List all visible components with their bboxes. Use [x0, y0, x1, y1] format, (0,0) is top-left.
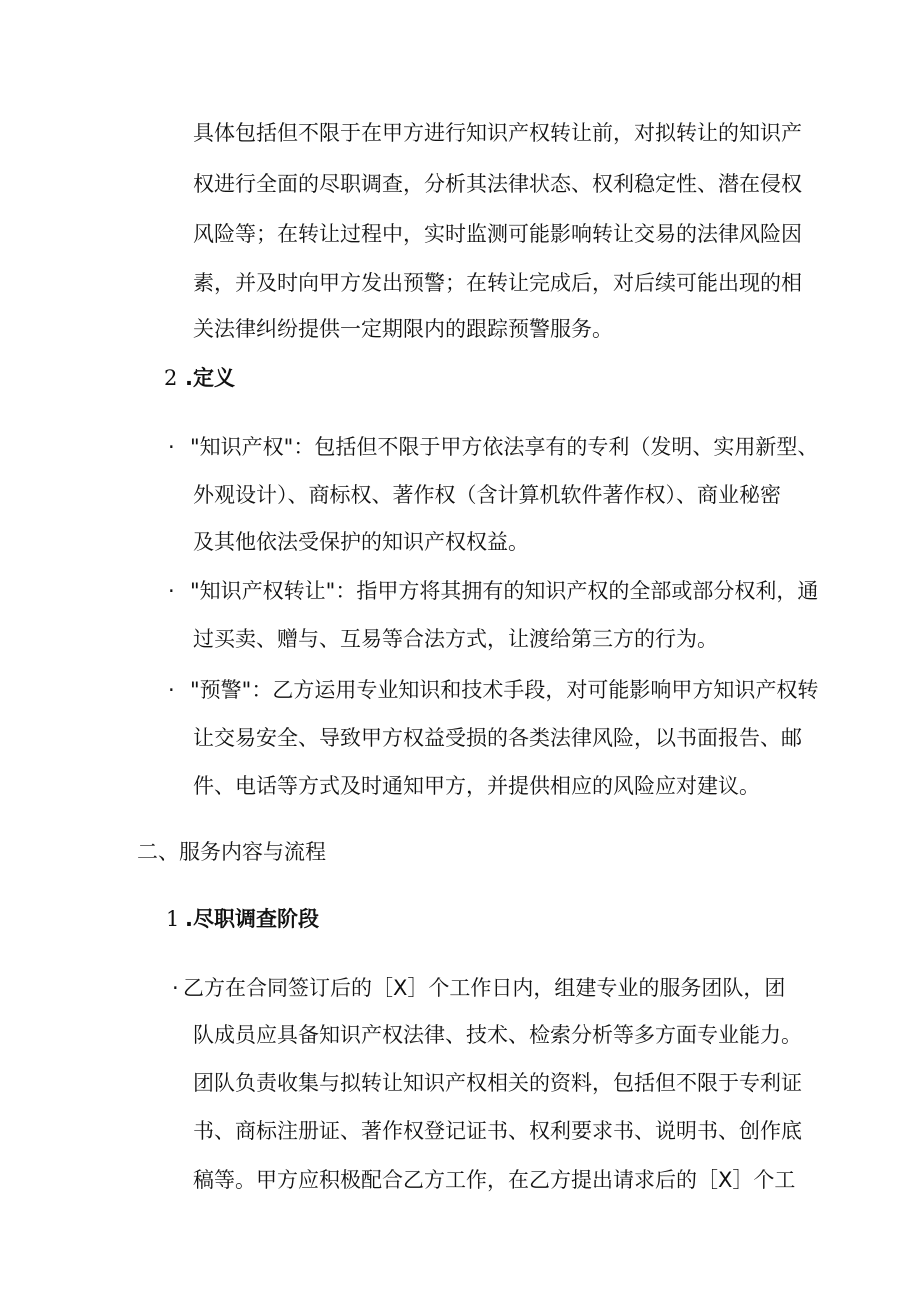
bullet-icon: · — [168, 579, 175, 603]
paragraph-line: 团队负责收集与拟转让知识产权相关的资料，包括但不限于专利证 — [193, 1071, 802, 1095]
definition-line: 让交易安全、导致甲方权益受损的各类法律风险，以书面报告、邮 — [193, 726, 802, 750]
definition-line: "知识产权转让"：指甲方将其拥有的知识产权的全部或部分权利，通 — [190, 579, 819, 603]
bullet-icon: · — [168, 435, 175, 459]
definition-line: "知识产权"：包括但不限于甲方依法享有的专利（发明、实用新型、 — [190, 435, 819, 459]
paragraph-line: 具体包括但不限于在甲方进行知识产权转让前，对拟转让的知识产 — [193, 121, 802, 145]
definition-line: 过买卖、赠与、互易等合法方式，让渡给第三方的行为。 — [193, 627, 718, 651]
paragraph-line: 稿等。甲方应积极配合乙方工作，在乙方提出请求后的［X］个工 — [193, 1168, 796, 1192]
definition-line: 及其他依法受保护的知识产权权益。 — [193, 530, 529, 554]
section-number: 1 — [166, 907, 180, 931]
paragraph-line: 书、商标注册证、著作权登记证书、权利要求书、说明书、创作底 — [193, 1119, 802, 1143]
section-title: .定义 — [185, 366, 235, 390]
definition-line: "预警"：乙方运用专业知识和技术手段，对可能影响甲方知识产权转 — [190, 678, 819, 702]
paragraph-line: 素，并及时向甲方发出预警；在转让完成后，对后续可能出现的相 — [193, 271, 802, 295]
paragraph-line: 权进行全面的尽职调查，分析其法律状态、权利稳定性、潜在侵权 — [193, 172, 802, 196]
definition-line: 外观设计）、商标权、著作权（含计算机软件著作权）、商业秘密 — [193, 483, 781, 507]
paragraph-line: 风险等；在转让过程中，实时监测可能影响转让交易的法律风险因 — [193, 222, 802, 246]
section-number: 2 — [164, 366, 178, 390]
section-title: .尽职调查阶段 — [185, 907, 319, 931]
definition-line: 件、电话等方式及时通知甲方，并提供相应的风险应对建议。 — [193, 774, 760, 798]
bullet-icon: · — [168, 678, 175, 702]
paragraph-line: 乙方在合同签订后的［X］个工作日内，组建专业的服务团队，团 — [183, 976, 786, 1000]
bullet-icon: · — [172, 976, 179, 1000]
paragraph-line: 关法律纠纷提供一定期限内的跟踪预警服务。 — [193, 317, 613, 341]
paragraph-line: 队成员应具备知识产权法律、技术、检索分析等多方面专业能力。 — [193, 1023, 802, 1047]
chapter-heading: 二、服务内容与流程 — [137, 840, 326, 864]
